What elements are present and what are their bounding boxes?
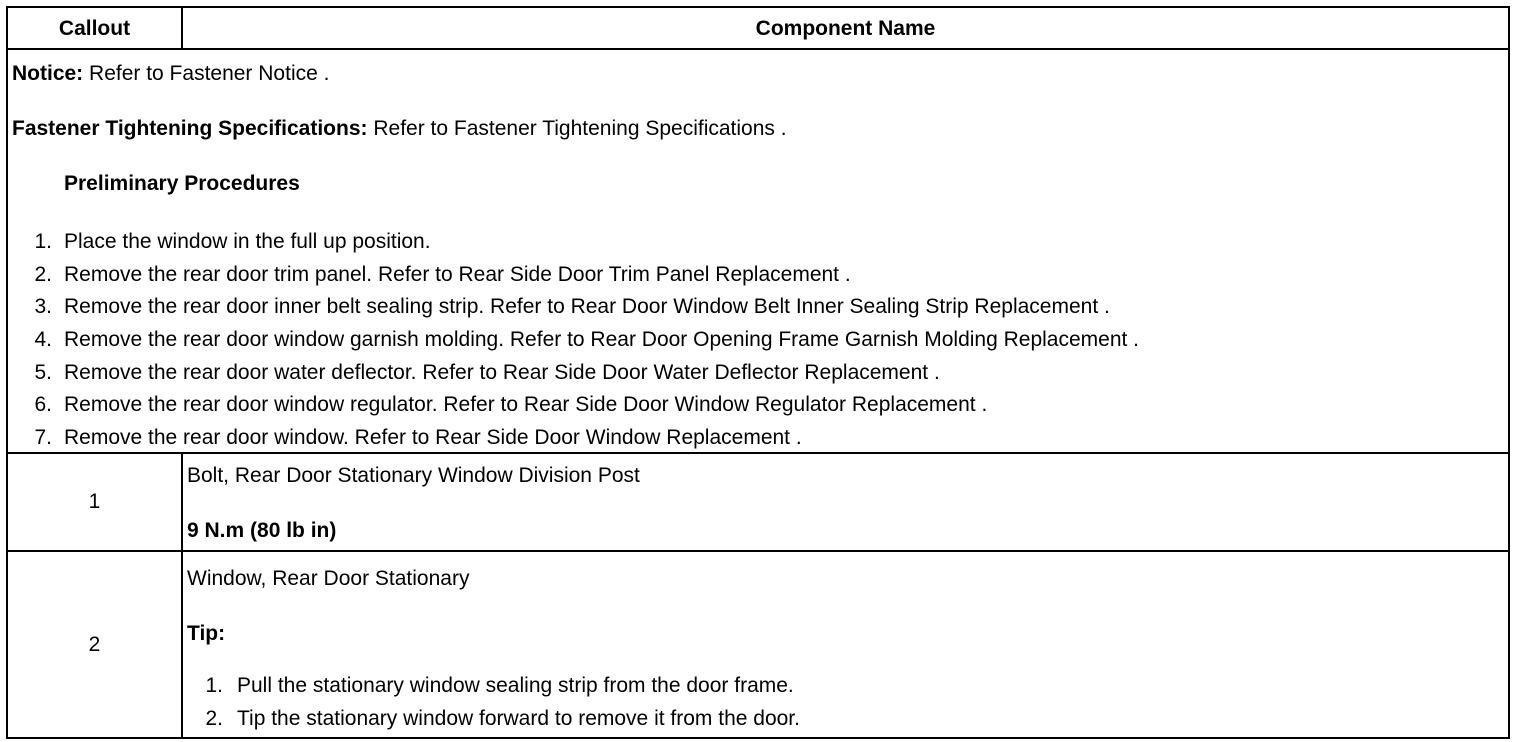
step-number: 4.	[34, 328, 52, 352]
step-number: 1.	[205, 674, 223, 697]
tip-label: Tip:	[187, 622, 226, 645]
callout-cell	[8, 552, 183, 737]
step-text: Remove the rear door window garnish molding. Refer to Rear Door Opening Frame Garnish Molding Replacement .	[64, 328, 1140, 352]
step-text: Place the window in the full up position.	[64, 230, 431, 253]
step-text: Tip the stationary window forward to remove it from the door.	[237, 706, 800, 730]
table-row	[8, 454, 1508, 552]
step-number: 6.	[34, 393, 52, 417]
component-name-column-header: Component Name	[755, 17, 936, 40]
fastener-spec-text: Refer to Fastener Tightening Specifications .	[367, 117, 787, 140]
step-text: Remove the rear door window regulator. Refer to Rear Side Door Window Regulator Replacement .	[64, 393, 988, 417]
callout-number: 2	[88, 632, 101, 656]
step-text: Pull the stationary window sealing strip from the door frame.	[237, 674, 794, 697]
step-number: 2.	[34, 262, 52, 286]
fastener-spec-label: Fastener Tightening Specifications:	[12, 117, 368, 140]
preliminary-procedures-heading: Preliminary Procedures	[64, 172, 300, 195]
notice-line	[12, 62, 329, 86]
step-text: Remove the rear door inner belt sealing strip. Refer to Rear Door Window Belt Inner Sealing Strip Replacement .	[64, 295, 1110, 319]
component-name-cell	[183, 454, 1508, 550]
step-text: Remove the rear door window. Refer to Rear Side Door Window Replacement .	[64, 426, 802, 450]
callout-number: 1	[88, 490, 101, 513]
step-number: 5.	[34, 360, 52, 384]
step-number: 1.	[34, 230, 52, 253]
notice-text: Refer to Fastener Notice .	[83, 62, 330, 85]
notice-label: Notice:	[12, 62, 84, 85]
callout-cell	[8, 454, 183, 550]
callout-column-header: Callout	[8, 8, 183, 50]
step-number: 2.	[205, 706, 223, 730]
component-table	[6, 6, 1510, 739]
step-text: Remove the rear door water deflector. Refer to Rear Side Door Water Deflector Replacement .	[64, 360, 940, 384]
table-header-row	[8, 8, 1508, 50]
step-text: Remove the rear door trim panel. Refer to Rear Side Door Trim Panel Replacement .	[64, 262, 851, 286]
component-name: Bolt, Rear Door Stationary Window Division Post	[187, 464, 640, 487]
notice-section	[8, 52, 1508, 454]
step-number: 7.	[34, 426, 52, 450]
fastener-spec-line	[12, 117, 787, 141]
torque-spec: 9 N.m (80 lb in)	[187, 519, 337, 542]
component-name: Window, Rear Door Stationary	[187, 567, 470, 590]
table-row	[8, 552, 1508, 737]
component-name-cell	[183, 552, 1508, 737]
step-number: 3.	[34, 295, 52, 319]
